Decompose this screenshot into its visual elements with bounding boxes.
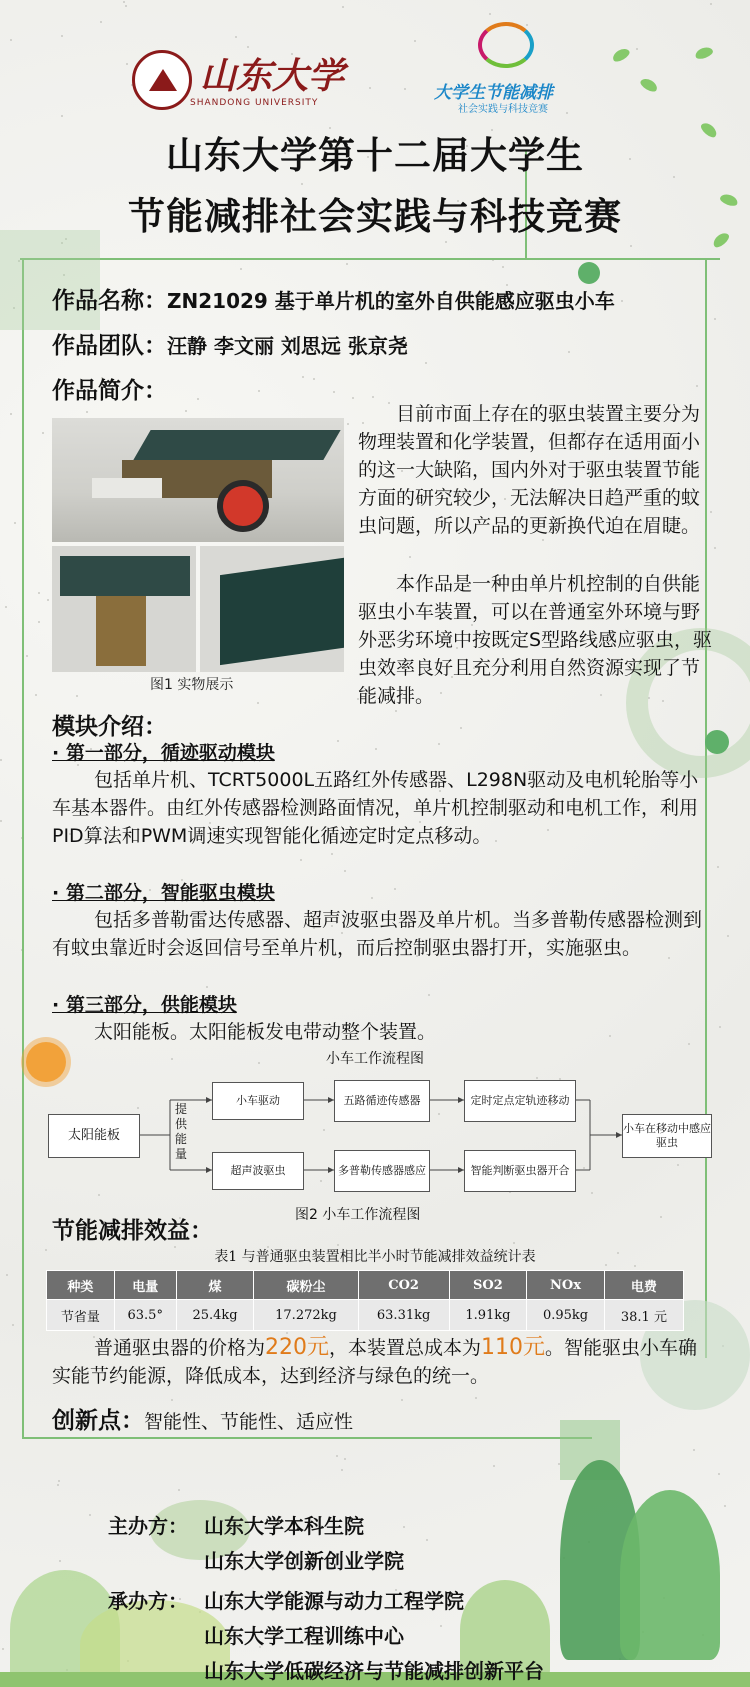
- organizer-1: 山东大学能源与动力工程学院: [204, 1589, 464, 1613]
- project-intro-label: 作品简介：: [52, 378, 167, 404]
- dot-decoration: [578, 262, 600, 284]
- tree-decoration: [620, 1490, 720, 1660]
- module-3-text: 太阳能板。太阳能板发电带动整个装置。: [94, 1021, 437, 1043]
- title-line-2: 节能减排社会实践与科技竞赛: [128, 195, 622, 238]
- intro-paragraph-2: 本作品是一种由单片机控制的自供能驱虫小车装置，可以在普通室外环境与野外恶劣环境中按既定S型路线感应驱虫，驱虫效率良好且充分利用自然资源实现了节能减排。: [358, 573, 713, 707]
- innovation-label: 创新点：: [52, 1408, 144, 1434]
- host-2: 山东大学创新创业学院: [204, 1549, 404, 1573]
- intro-paragraph-1: 目前市面上存在的驱虫装置主要分为物理装置和化学装置，但都存在适用面小的这一大缺陷，国内外对于驱虫装置节能方面的研究较少，无法解决日趋严重的蚊虫问题，所以产品的更新换代迫在眉睫。: [358, 403, 701, 537]
- competition-logo-sub: 社会实践与科技竞赛: [458, 104, 548, 115]
- leaf-icon: [611, 46, 632, 64]
- project-team-label: 作品团队：: [52, 333, 167, 359]
- car-photo-main: [52, 418, 344, 542]
- innovation-value: 智能性、节能性、适应性: [144, 1411, 354, 1433]
- table-cell: 节省量: [47, 1300, 115, 1331]
- project-name-value: ZN21029 基于单片机的室外自供能感应驱虫小车: [167, 289, 615, 313]
- table-header-cell: SO2: [449, 1271, 527, 1300]
- dot-decoration-right: [705, 730, 729, 754]
- university-seal-icon: [132, 50, 192, 110]
- organizer-label: 承办方：: [108, 1589, 188, 1613]
- table-header-cell: 电量: [114, 1271, 176, 1300]
- figure2-caption: 图2 小车工作流程图: [295, 1207, 421, 1223]
- university-logo-en: SHANDONG UNIVERSITY: [190, 98, 319, 108]
- table-header-cell: NOx: [527, 1271, 605, 1300]
- flow-node-tracking-sensor: 五路循迹传感器: [334, 1080, 430, 1122]
- competition-logo-name: 大学生节能减排: [434, 83, 553, 103]
- benefits-label: 节能减排效益：: [52, 1218, 213, 1244]
- price-ours: 110元: [481, 1335, 546, 1360]
- university-logo-name: 山东大学: [200, 55, 345, 97]
- flow-node-doppler: 多普勒传感器感应: [334, 1150, 430, 1192]
- flow-node-timed-move: 定时定点定轨迹移动: [464, 1080, 576, 1122]
- table-cell: 17.272kg: [254, 1300, 358, 1331]
- cost-paragraph: [52, 1334, 707, 1390]
- cost-text-3: 。智能驱虫小车确实能节约能源，降低成本，达到经济与绿色的统一。: [52, 1337, 698, 1387]
- modules-label: 模块介绍：: [52, 714, 167, 740]
- car-photo-detail-2: [200, 546, 344, 672]
- table-cell: 63.5°: [114, 1300, 176, 1331]
- flow-node-result: 小车在移动中感应驱虫: [622, 1114, 712, 1158]
- innovation-row: [52, 1402, 353, 1435]
- module-1-title: · 第一部分，循迹驱动模块: [52, 742, 275, 764]
- cost-text-1: 普通驱虫器的价格为: [94, 1337, 266, 1359]
- flow-node-solar-panel: 太阳能板: [48, 1114, 140, 1158]
- project-team-value: 汪静 李文丽 刘思远 张京尧: [167, 334, 408, 358]
- host-1: 山东大学本科生院: [204, 1514, 364, 1538]
- project-team-row: [52, 327, 408, 360]
- table-header-cell: 碳粉尘: [254, 1271, 358, 1300]
- module-2-title: · 第二部分，智能驱虫模块: [52, 882, 275, 904]
- module-3-title: · 第三部分，供能模块: [52, 994, 237, 1016]
- square-decoration: [0, 230, 100, 330]
- organizer-3: 山东大学低碳经济与节能减排创新平台: [204, 1659, 544, 1683]
- project-name-label: 作品名称：: [52, 288, 167, 314]
- frame-top-line: [20, 258, 720, 260]
- module-2-text: 包括多普勒雷达传感器、超声波驱虫器及单片机。当多普勒传感器检测到有蚊虫靠近时会返回信号至单片机，而后控制驱虫器打开，实施驱虫。: [52, 909, 703, 959]
- flowchart-title: 小车工作流程图: [326, 1051, 424, 1067]
- table-caption: 表1 与普通驱虫装置相比半小时节能减排效益统计表: [214, 1249, 536, 1265]
- table-header-cell: 煤: [176, 1271, 254, 1300]
- cost-text-2: ，本装置总成本为: [329, 1337, 482, 1359]
- host-label: 主办方：: [108, 1514, 188, 1538]
- table-cell: 1.91kg: [449, 1300, 527, 1331]
- table-cell: 38.1 元: [604, 1300, 683, 1331]
- project-name-row: [52, 282, 615, 315]
- table-header-cell: 电费: [604, 1271, 683, 1300]
- module-1-text: 包括单片机、TCRT5000L五路红外传感器、L298N驱动及电机轮胎等小车基本器件。由红外传感器检测路面情况，单片机控制驱动和电机工作，利用PID算法和PWM调速实现智能化循迹定时定点移动。: [52, 769, 699, 847]
- table-cell: 25.4kg: [176, 1300, 254, 1331]
- flow-supply-label: 提供能量: [175, 1102, 188, 1161]
- table-header-row: [47, 1271, 684, 1300]
- organizer-2: 山东大学工程训练中心: [204, 1624, 404, 1648]
- figure1-caption: 图1 实物展示: [150, 677, 234, 693]
- flow-node-drive: 小车驱动: [212, 1082, 304, 1120]
- car-photo-detail-1: [52, 546, 196, 672]
- competition-logo-icon: [478, 22, 534, 68]
- table-row: [47, 1300, 684, 1331]
- table-header-cell: 种类: [47, 1271, 115, 1300]
- table-cell: 63.31kg: [358, 1300, 449, 1331]
- price-normal: 220元: [265, 1335, 330, 1360]
- leaf-icon: [694, 45, 714, 61]
- benefits-table: [46, 1270, 684, 1331]
- title-line-1: 山东大学第十二届大学生: [166, 134, 584, 177]
- flow-node-ultrasonic: 超声波驱虫: [212, 1152, 304, 1190]
- leaf-icon: [639, 76, 660, 94]
- table-cell: 0.95kg: [527, 1300, 605, 1331]
- flow-node-smart-switch: 智能判断驱虫器开合: [464, 1150, 576, 1192]
- table-header-cell: CO2: [358, 1271, 449, 1300]
- frame-bottom-line: [22, 1437, 592, 1439]
